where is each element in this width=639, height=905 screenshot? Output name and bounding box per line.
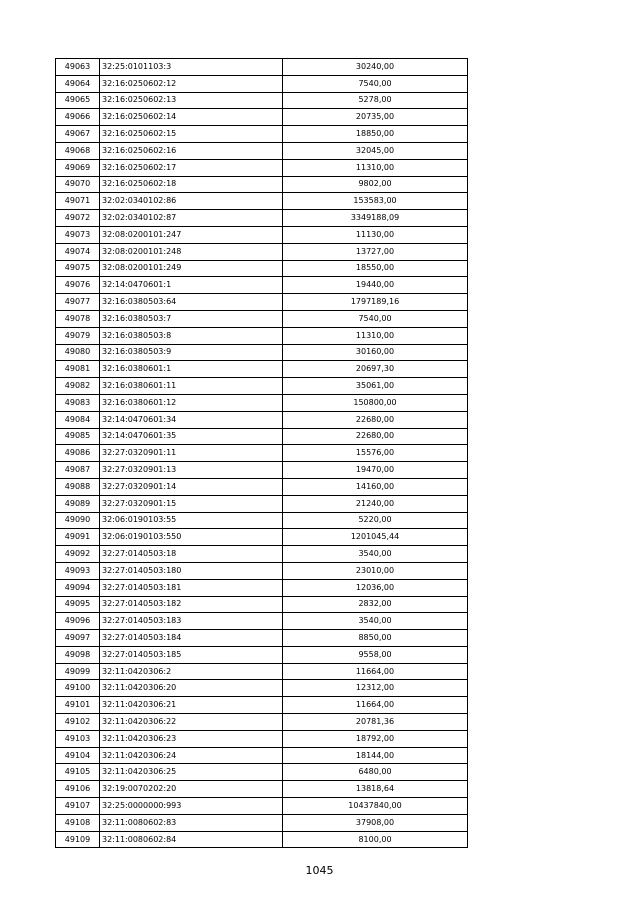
value-cell: 18550,00 xyxy=(283,260,468,277)
cadastral-number-cell: 32:16:0380601:11 xyxy=(100,378,283,395)
table-row xyxy=(56,193,468,210)
table-row xyxy=(56,109,468,126)
cadastral-number-cell: 32:11:0420306:2 xyxy=(100,663,283,680)
cadastral-number-cell: 32:16:0380503:8 xyxy=(100,327,283,344)
cadastral-number-cell: 32:25:0101103:3 xyxy=(100,59,283,76)
row-number-cell: 49065 xyxy=(56,92,100,109)
value-cell: 30160,00 xyxy=(283,344,468,361)
row-number-cell: 49083 xyxy=(56,394,100,411)
cadastral-number-cell: 32:11:0420306:21 xyxy=(100,697,283,714)
value-cell: 18144,00 xyxy=(283,747,468,764)
table-row xyxy=(56,478,468,495)
cadastral-number-cell: 32:27:0320901:15 xyxy=(100,495,283,512)
table-row xyxy=(56,462,468,479)
cadastral-number-cell: 32:27:0320901:11 xyxy=(100,445,283,462)
cadastral-number-cell: 32:27:0140503:183 xyxy=(100,613,283,630)
table-row xyxy=(56,361,468,378)
value-cell: 13818,64 xyxy=(283,781,468,798)
cadastral-number-cell: 32:16:0250602:15 xyxy=(100,126,283,143)
row-number-cell: 49109 xyxy=(56,831,100,848)
cadastral-number-cell: 32:11:0420306:24 xyxy=(100,747,283,764)
value-cell: 20735,00 xyxy=(283,109,468,126)
value-cell: 35061,00 xyxy=(283,378,468,395)
value-cell: 9558,00 xyxy=(283,646,468,663)
value-cell: 11664,00 xyxy=(283,697,468,714)
row-number-cell: 49068 xyxy=(56,142,100,159)
cadastral-number-cell: 32:16:0250602:13 xyxy=(100,92,283,109)
value-cell: 18792,00 xyxy=(283,730,468,747)
table-row xyxy=(56,445,468,462)
row-number-cell: 49081 xyxy=(56,361,100,378)
table-row xyxy=(56,344,468,361)
value-cell: 1201045,44 xyxy=(283,529,468,546)
row-number-cell: 49099 xyxy=(56,663,100,680)
value-cell: 5220,00 xyxy=(283,512,468,529)
value-cell: 18850,00 xyxy=(283,126,468,143)
cadastral-number-cell: 32:16:0380503:7 xyxy=(100,310,283,327)
table-row xyxy=(56,226,468,243)
table-row xyxy=(56,159,468,176)
row-number-cell: 49080 xyxy=(56,344,100,361)
table-row xyxy=(56,546,468,563)
row-number-cell: 49108 xyxy=(56,814,100,831)
cadastral-number-cell: 32:06:0190103:550 xyxy=(100,529,283,546)
cadastral-number-cell: 32:11:0420306:23 xyxy=(100,730,283,747)
value-cell: 13727,00 xyxy=(283,243,468,260)
value-cell: 37908,00 xyxy=(283,814,468,831)
cadastral-number-cell: 32:11:0420306:22 xyxy=(100,714,283,731)
table-row xyxy=(56,663,468,680)
row-number-cell: 49105 xyxy=(56,764,100,781)
value-cell: 6480,00 xyxy=(283,764,468,781)
table-row xyxy=(56,495,468,512)
cadastral-number-cell: 32:16:0380601:12 xyxy=(100,394,283,411)
cadastral-number-cell: 32:16:0250602:14 xyxy=(100,109,283,126)
table-row xyxy=(56,831,468,848)
row-number-cell: 49098 xyxy=(56,646,100,663)
cadastral-number-cell: 32:14:0470601:1 xyxy=(100,277,283,294)
cadastral-number-cell: 32:14:0470601:35 xyxy=(100,428,283,445)
cadastral-number-cell: 32:27:0320901:13 xyxy=(100,462,283,479)
cadastral-number-cell: 32:16:0250602:12 xyxy=(100,75,283,92)
table-row xyxy=(56,630,468,647)
value-cell: 11310,00 xyxy=(283,327,468,344)
table-row xyxy=(56,781,468,798)
cadastral-number-cell: 32:08:0200101:249 xyxy=(100,260,283,277)
row-number-cell: 49090 xyxy=(56,512,100,529)
row-number-cell: 49071 xyxy=(56,193,100,210)
value-cell: 20781,36 xyxy=(283,714,468,731)
cadastral-number-cell: 32:16:0250602:17 xyxy=(100,159,283,176)
value-cell: 30240,00 xyxy=(283,59,468,76)
table-row xyxy=(56,176,468,193)
table-row xyxy=(56,714,468,731)
row-number-cell: 49104 xyxy=(56,747,100,764)
row-number-cell: 49063 xyxy=(56,59,100,76)
value-cell: 12036,00 xyxy=(283,579,468,596)
value-cell: 20697,30 xyxy=(283,361,468,378)
value-cell: 23010,00 xyxy=(283,562,468,579)
cadastral-number-cell: 32:11:0080602:84 xyxy=(100,831,283,848)
table-row xyxy=(56,596,468,613)
table-row xyxy=(56,126,468,143)
cadastral-number-cell: 32:27:0320901:14 xyxy=(100,478,283,495)
table-row xyxy=(56,680,468,697)
row-number-cell: 49075 xyxy=(56,260,100,277)
cadastral-number-cell: 32:27:0140503:181 xyxy=(100,579,283,596)
row-number-cell: 49076 xyxy=(56,277,100,294)
table-row xyxy=(56,697,468,714)
value-cell: 19470,00 xyxy=(283,462,468,479)
value-cell: 11310,00 xyxy=(283,159,468,176)
value-cell: 32045,00 xyxy=(283,142,468,159)
value-cell: 3349188,09 xyxy=(283,210,468,227)
cadastral-number-cell: 32:27:0140503:184 xyxy=(100,630,283,647)
row-number-cell: 49078 xyxy=(56,310,100,327)
row-number-cell: 49092 xyxy=(56,546,100,563)
table-row xyxy=(56,613,468,630)
row-number-cell: 49103 xyxy=(56,730,100,747)
cadastral-number-cell: 32:11:0080602:83 xyxy=(100,814,283,831)
cadastral-number-cell: 32:16:0250602:16 xyxy=(100,142,283,159)
value-cell: 14160,00 xyxy=(283,478,468,495)
row-number-cell: 49072 xyxy=(56,210,100,227)
table-row xyxy=(56,92,468,109)
value-cell: 5278,00 xyxy=(283,92,468,109)
value-cell: 1797189,16 xyxy=(283,294,468,311)
table-row xyxy=(56,529,468,546)
row-number-cell: 49097 xyxy=(56,630,100,647)
table-row xyxy=(56,277,468,294)
value-cell: 8100,00 xyxy=(283,831,468,848)
table-row xyxy=(56,411,468,428)
value-cell: 22680,00 xyxy=(283,428,468,445)
table-row xyxy=(56,260,468,277)
cadastral-number-cell: 32:27:0140503:18 xyxy=(100,546,283,563)
value-cell: 7540,00 xyxy=(283,75,468,92)
table-row xyxy=(56,394,468,411)
cadastral-number-cell: 32:11:0420306:20 xyxy=(100,680,283,697)
row-number-cell: 49084 xyxy=(56,411,100,428)
row-number-cell: 49100 xyxy=(56,680,100,697)
row-number-cell: 49074 xyxy=(56,243,100,260)
cadastral-number-cell: 32:06:0190103:55 xyxy=(100,512,283,529)
cadastral-number-cell: 32:16:0380503:9 xyxy=(100,344,283,361)
cadastral-number-cell: 32:08:0200101:247 xyxy=(100,226,283,243)
cadastral-number-cell: 32:08:0200101:248 xyxy=(100,243,283,260)
value-cell: 3540,00 xyxy=(283,613,468,630)
value-cell: 8850,00 xyxy=(283,630,468,647)
table-row xyxy=(56,747,468,764)
cadastral-number-cell: 32:27:0140503:180 xyxy=(100,562,283,579)
table-row xyxy=(56,562,468,579)
table-row xyxy=(56,310,468,327)
table-row xyxy=(56,142,468,159)
value-cell: 11130,00 xyxy=(283,226,468,243)
row-number-cell: 49073 xyxy=(56,226,100,243)
value-cell: 22680,00 xyxy=(283,411,468,428)
row-number-cell: 49089 xyxy=(56,495,100,512)
row-number-cell: 49095 xyxy=(56,596,100,613)
table-row xyxy=(56,512,468,529)
cadastral-number-cell: 32:16:0380601:1 xyxy=(100,361,283,378)
row-number-cell: 49067 xyxy=(56,126,100,143)
table-row xyxy=(56,294,468,311)
table-row xyxy=(56,646,468,663)
table-row xyxy=(56,428,468,445)
value-cell: 2832,00 xyxy=(283,596,468,613)
row-number-cell: 49101 xyxy=(56,697,100,714)
row-number-cell: 49091 xyxy=(56,529,100,546)
value-cell: 3540,00 xyxy=(283,546,468,563)
table-row xyxy=(56,730,468,747)
cadastral-number-cell: 32:16:0380503:64 xyxy=(100,294,283,311)
row-number-cell: 49077 xyxy=(56,294,100,311)
row-number-cell: 49087 xyxy=(56,462,100,479)
cadastral-number-cell: 32:19:0070202:20 xyxy=(100,781,283,798)
page-number: 1045 xyxy=(305,864,334,877)
value-cell: 150800,00 xyxy=(283,394,468,411)
value-cell: 9802,00 xyxy=(283,176,468,193)
row-number-cell: 49070 xyxy=(56,176,100,193)
row-number-cell: 49107 xyxy=(56,798,100,815)
value-cell: 21240,00 xyxy=(283,495,468,512)
table-row xyxy=(56,579,468,596)
cadastral-number-cell: 32:27:0140503:185 xyxy=(100,646,283,663)
cadastral-number-cell: 32:27:0140503:182 xyxy=(100,596,283,613)
table-row xyxy=(56,243,468,260)
table-row xyxy=(56,764,468,781)
row-number-cell: 49102 xyxy=(56,714,100,731)
row-number-cell: 49069 xyxy=(56,159,100,176)
row-number-cell: 49096 xyxy=(56,613,100,630)
table-row xyxy=(56,210,468,227)
data-table xyxy=(55,58,468,848)
row-number-cell: 49086 xyxy=(56,445,100,462)
row-number-cell: 49106 xyxy=(56,781,100,798)
cadastral-number-cell: 32:02:0340102:87 xyxy=(100,210,283,227)
value-cell: 11664,00 xyxy=(283,663,468,680)
table-row xyxy=(56,327,468,344)
value-cell: 153583,00 xyxy=(283,193,468,210)
value-cell: 7540,00 xyxy=(283,310,468,327)
value-cell: 12312,00 xyxy=(283,680,468,697)
row-number-cell: 49079 xyxy=(56,327,100,344)
row-number-cell: 49094 xyxy=(56,579,100,596)
value-cell: 19440,00 xyxy=(283,277,468,294)
row-number-cell: 49064 xyxy=(56,75,100,92)
table-row xyxy=(56,798,468,815)
table-row xyxy=(56,59,468,76)
table-row xyxy=(56,75,468,92)
table-body xyxy=(56,59,468,848)
table-row xyxy=(56,814,468,831)
cadastral-number-cell: 32:14:0470601:34 xyxy=(100,411,283,428)
table-row xyxy=(56,378,468,395)
row-number-cell: 49085 xyxy=(56,428,100,445)
value-cell: 10437840,00 xyxy=(283,798,468,815)
cadastral-number-cell: 32:16:0250602:18 xyxy=(100,176,283,193)
row-number-cell: 49093 xyxy=(56,562,100,579)
row-number-cell: 49082 xyxy=(56,378,100,395)
row-number-cell: 49088 xyxy=(56,478,100,495)
cadastral-number-cell: 32:02:0340102:86 xyxy=(100,193,283,210)
row-number-cell: 49066 xyxy=(56,109,100,126)
value-cell: 15576,00 xyxy=(283,445,468,462)
cadastral-number-cell: 32:25:0000000:993 xyxy=(100,798,283,815)
cadastral-number-cell: 32:11:0420306:25 xyxy=(100,764,283,781)
